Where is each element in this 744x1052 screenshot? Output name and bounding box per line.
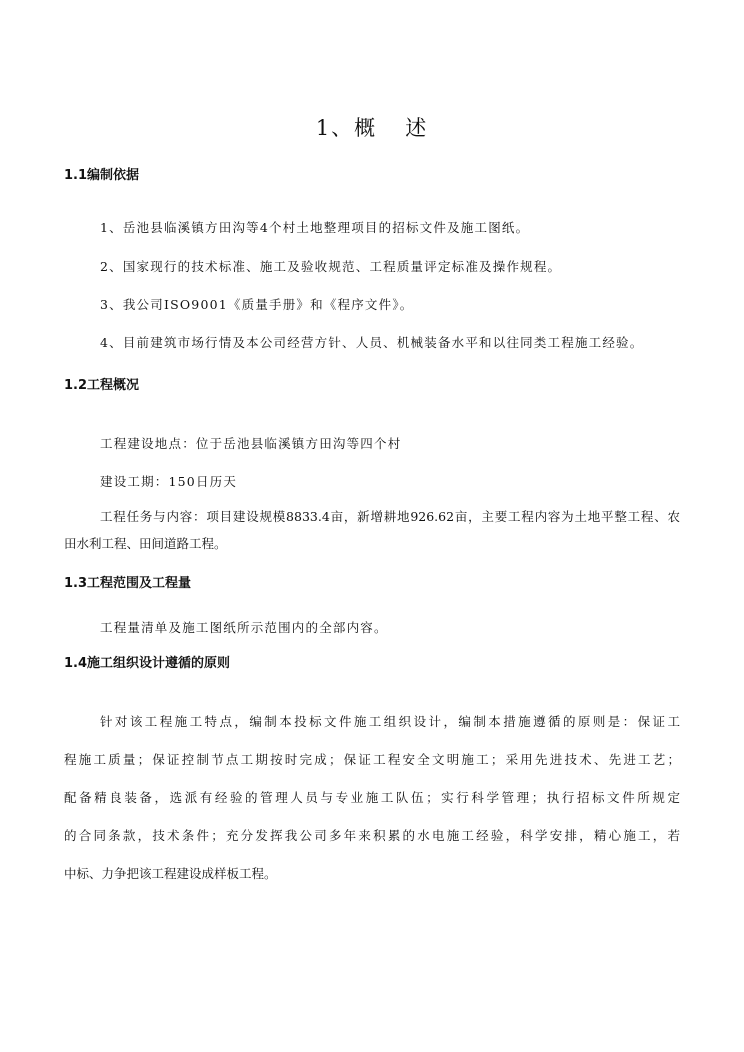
paragraph-line: 程施工质量；保证控制节点工期按时完成；保证工程安全文明施工；采用先进技术、先进工艺； bbox=[64, 752, 680, 767]
list-item: 4、目前建筑市场行情及本公司经营方针、人员、机械装备水平和以往同类工程施工经验。 bbox=[100, 335, 644, 350]
paragraph-line: 中标、力争把该工程建设成样板工程。 bbox=[64, 866, 277, 881]
title-part: 述 bbox=[405, 116, 429, 140]
section-heading: 1.2工程概况 bbox=[64, 378, 140, 393]
paragraph-line: 建设工期：150日历天 bbox=[100, 474, 238, 489]
section-heading: 1.1编制依据 bbox=[64, 168, 140, 183]
list-item: 3、我公司ISO9001《质量手册》和《程序文件》。 bbox=[100, 297, 414, 312]
paragraph-line: 工程量清单及施工图纸所示范围内的全部内容。 bbox=[100, 620, 388, 635]
title-part: 1、概 bbox=[315, 116, 378, 140]
paragraph-line: 配备精良装备，选派有经验的管理人员与专业施工队伍；实行科学管理；执行招标文件所规定 bbox=[64, 790, 680, 805]
paragraph-line: 田水利工程、田间道路工程。 bbox=[64, 536, 227, 551]
page-title bbox=[0, 112, 744, 142]
list-item: 1、岳池县临溪镇方田沟等4个村土地整理项目的招标文件及施工图纸。 bbox=[100, 220, 530, 235]
section-heading: 1.4施工组织设计遵循的原则 bbox=[64, 656, 231, 671]
paragraph-line: 针对该工程施工特点，编制本投标文件施工组织设计，编制本措施遵循的原则是：保证工 bbox=[100, 714, 680, 729]
paragraph-line: 的合同条款，技术条件；充分发挥我公司多年来积累的水电施工经验，科学安排，精心施工，若 bbox=[64, 828, 680, 843]
paragraph-line: 工程任务与内容：项目建设规模8833.4亩，新增耕地926.62亩，主要工程内容为土地平整工程、农 bbox=[100, 509, 680, 524]
section-heading: 1.3工程范围及工程量 bbox=[64, 576, 192, 591]
paragraph-line: 工程建设地点：位于岳池县临溪镇方田沟等四个村 bbox=[100, 436, 402, 451]
list-item: 2、国家现行的技术标准、施工及验收规范、工程质量评定标准及操作规程。 bbox=[100, 259, 562, 274]
